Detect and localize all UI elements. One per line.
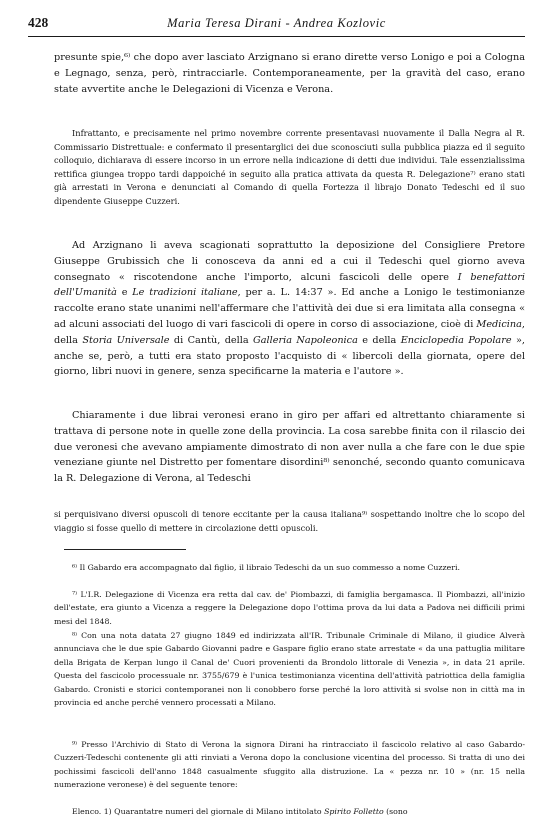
footnote-7: ⁷⁾ L'I.R. Delegazione di Vicenza era retta dal cav. de' Piombazzi, di famiglia bergamasca. Il Piombazzi, all'inizio dell'estate, era giunto a Vicenza a reggere la Delegazione dopo l'ottima prova da lui data a Padova nei difficili primi mesi del 1848. (54, 590, 525, 626)
paragraph-2-quote: Infrattanto, e precisamente nel primo novembre corrente presentavasi nuovamente il Dalla Negra al R. Commissario Distrettuale: e confermato il presentargliсi dei due sconosciuti sulla pubblica piazza ed il seguito colloquio, dichiarava di essere incorso in un errore nella indicazione di detti due individui. Tale essenzialissima rettifica giungea troppo tardi dappoiché in seguito alla pratica attivata da questa R. Delegazione⁷⁾ erano stati già arrestati in Verona e denunciati al Comando di quella Fortezza il librajo Donato Tedeschi ed il suo dipendente Giuseppe Cuzzeri. (54, 128, 525, 206)
title-storia-universale: Storia Universale (82, 334, 170, 346)
title-tradizioni: Le tradizioni italiane (132, 287, 238, 299)
paragraph-5-quote: si perquisivano diversi opuscoli di tenore eccitante per la causa italiana⁹⁾ sospettando inoltre che lo scopo del viaggio si fosse quello di mettere in circolazione detti opuscoli. (54, 509, 525, 533)
footnote-9-list: Elenco. 1) Quarantatre numeri del giornale di Milano intitolato Spirito Folletto (sono (72, 807, 408, 816)
title-medicina: Medicina (476, 318, 522, 330)
footnote-8: ⁸⁾ Con una nota datata 27 giugno 1849 ed indirizzata all'IR. Tribunale Criminale di Milano, il giudice Alverà annunciava che le due spie Gabardo Giovanni padre e Gaspare figlio erano state arrestate « da una pattuglia militare della Brigata de Kerpan lungo il Canal de' Cuori provenienti da Brondolo littorale di Venezia », in data 21 aprile. Questa del fascicolo processuale nr. 3755/679 è l'unica testimonianza vicentina dell'attività patriottica della famiglia Gabardo. Cronisti e storici contemporanei non li conobbero forse perché la loro attività si svolse non in città ma in provincia ed anche perché vennero processati a Milano. (54, 631, 525, 708)
title-galleria-napoleonica: Galleria Napoleonica (253, 334, 358, 346)
title-benefattori: I benefattori dell'Umanità (54, 271, 525, 299)
running-head-authors: Maria Teresa Dirani - Andrea Kozlovic (167, 16, 386, 30)
page-number: 428 (28, 15, 49, 30)
paragraph-4: Chiaramente i due librai veronesi erano in giro per affari ed altrettanto chiaramente si trattava di persone note in quelle zone della provincia. La cosa sarebbe finita con il rilascio dei due veronesi che avevano ampiamente dimostrato di non aver nulla a che fare con le due spie veneziane giunte nel Distretto per fomentare disordini⁸⁾ senonché, secondo quanto comunicava la R. Delegazione di Verona, al Tedeschi (54, 410, 525, 485)
footnote-9: ⁹⁾ Presso l'Archivio di Stato di Verona la signora Dirani ha rintracciato il fascicolo relativo al caso Gabardo-Cuzzeri-Tedeschi contenente gli atti rinviati a Verona dopo la conclusione vicentina del processo. Si tratta di uno dei pochissimi fascicoli dell'anno 1848 casualmente sfuggito alla distruzione. La « pezza nr. 10 » (nr. 15 nella numerazione veronese) è del seguente tenore: (54, 740, 525, 790)
footnote-divider (64, 549, 186, 550)
title-spirito-folletto: Spirito Folletto (324, 807, 384, 816)
footnote-6: ⁶⁾ Il Gabardo era accompagnato dal figlio, il libraio Tedeschi da un suo commesso a nome Cuzzeri. (72, 563, 460, 572)
running-header (28, 14, 525, 37)
paragraph-1: presunte spie,⁶⁾ che dopo aver lasciato Arzignano si erano dirette verso Lonigo e poi a Cologna e Legnago, senza, però, rintracciarle. Contemporaneamente, per la gravità del caso, erano state avvertite anche le Delegazioni di Vicenza e Verona. (54, 52, 525, 95)
title-enciclopedia-popolare: Enciclopedia Popolare (400, 334, 512, 346)
paragraph-3: Ad Arzignano li aveva scagionati soprattutto la deposizione del Consigliere Pretore Giuseppe Grubissich che li conosceva da anni ed a cui il Tedeschi quel giorno aveva consegnato « riscotendone anche l'importo, alcuni fascicoli delle opere I benefattori dell'Umanità e Le tradizioni italiane, per a. L. 14:37 ». Ed anche a Lonigo le testimonianze raccolte erano state unanimi nell'affermare che l'attività dei due si era limitata alla consegna « ad alcuni associati del luogo di vari fascicoli di opere in corso di associazione, cioè di Medicina, della Storia Universale di Cantù, della Galleria Napoleonica e della Enciclopedia Popolare », anche se, però, a tutti era stato proposto l'acquisto di « libercoli della giornata, opere del giorno, libri nuovi in genere, senza specificarne la materia e l'autore ». (54, 240, 525, 378)
